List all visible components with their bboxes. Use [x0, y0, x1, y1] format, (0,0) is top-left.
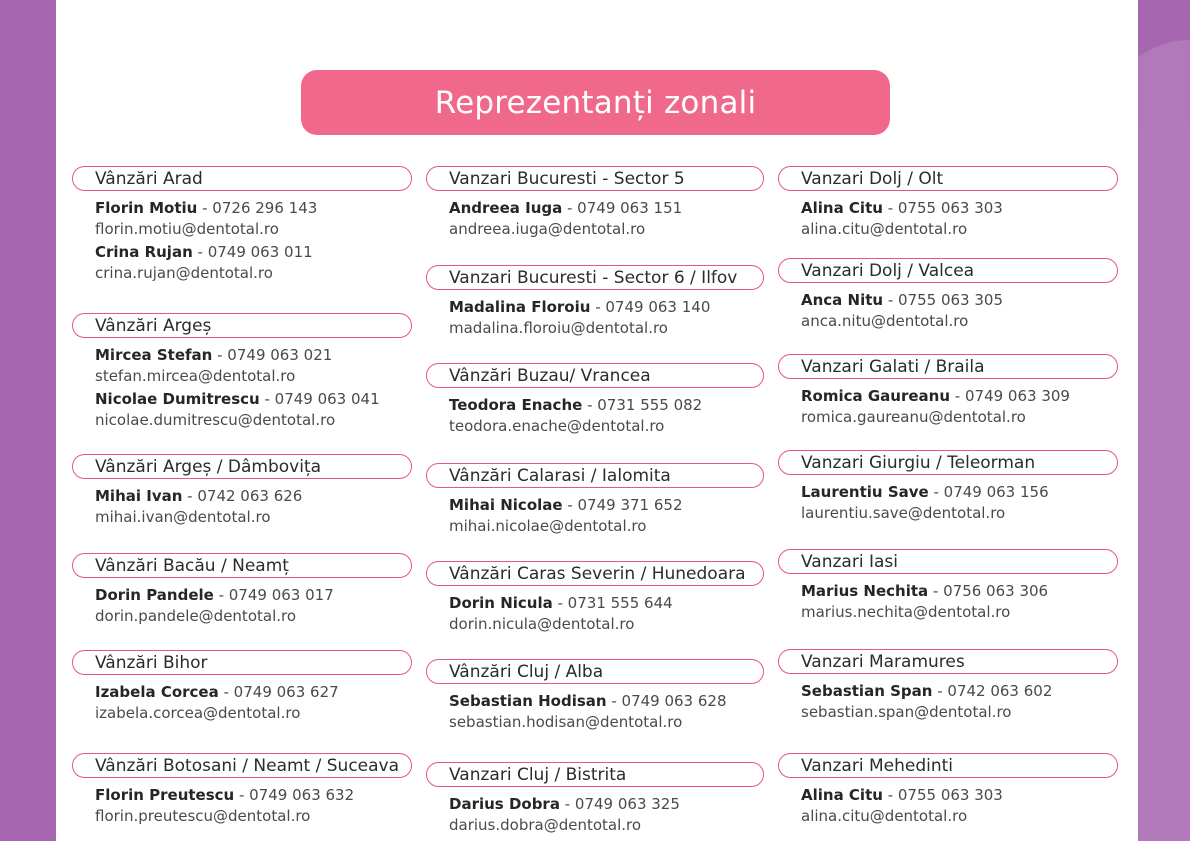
- contact-phone: - 0742 063 602: [932, 682, 1053, 700]
- contact-name: Sebastian Hodisan: [449, 692, 607, 710]
- contact-email: sebastian.hodisan@dentotal.ro: [449, 713, 683, 731]
- contact-name: Laurentiu Save: [801, 483, 929, 501]
- contact-email: nicolae.dumitrescu@dentotal.ro: [95, 411, 336, 429]
- contact-entry: [95, 345, 332, 387]
- contact-name: Florin Motiu: [95, 199, 198, 217]
- contact-name: Izabela Corcea: [95, 683, 219, 701]
- contact-name: Mihai Ivan: [95, 487, 183, 505]
- contact-name: Teodora Enache: [449, 396, 583, 414]
- contact-entry: [95, 198, 317, 240]
- contact-email: crina.rujan@dentotal.ro: [95, 264, 273, 282]
- contact-phone: - 0755 063 303: [882, 786, 1003, 804]
- contact-entry: [95, 242, 313, 284]
- contact-entry: [801, 386, 1070, 428]
- contact-phone: - 0756 063 306: [928, 582, 1049, 600]
- contact-phone: - 0726 296 143: [197, 199, 318, 217]
- region-title: Vânzări Arad: [95, 168, 203, 189]
- contact-entry: [801, 785, 1003, 827]
- region-title: Vanzari Cluj / Bistrita: [449, 764, 627, 785]
- contact-phone: - 0749 063 309: [950, 387, 1070, 405]
- region-header: [778, 166, 1118, 191]
- contact-email: darius.dobra@dentotal.ro: [449, 816, 642, 834]
- contact-name: Alina Citu: [801, 786, 883, 804]
- contact-entry: [801, 198, 1003, 240]
- contact-name: Madalina Floroiu: [449, 298, 591, 316]
- contact-name: Florin Preutescu: [95, 786, 235, 804]
- contact-entry: [801, 581, 1048, 623]
- contact-name: Andreea Iuga: [449, 199, 563, 217]
- contact-entry: [95, 585, 334, 627]
- contact-name: Marius Nechita: [801, 582, 929, 600]
- region-title: Vanzari Bucuresti - Sector 6 / Ilfov: [449, 267, 738, 288]
- contact-email: alina.citu@dentotal.ro: [801, 220, 968, 238]
- contact-email: izabela.corcea@dentotal.ro: [95, 704, 301, 722]
- region-header: [72, 313, 412, 338]
- region-title: Vânzări Argeș / Dâmbovița: [95, 456, 322, 477]
- contact-phone: - 0749 063 017: [213, 586, 334, 604]
- region-header: [72, 753, 412, 778]
- region-header: [778, 649, 1118, 674]
- contact-phone: - 0749 063 011: [192, 243, 313, 261]
- contact-phone: - 0749 063 151: [562, 199, 683, 217]
- contact-phone: - 0731 555 082: [582, 396, 703, 414]
- region-title: Vânzări Argeș: [95, 315, 212, 336]
- contact-email: dorin.pandele@dentotal.ro: [95, 607, 297, 625]
- contact-name: Alina Citu: [801, 199, 883, 217]
- contact-email: mihai.nicolae@dentotal.ro: [449, 517, 647, 535]
- contact-entry: [801, 681, 1052, 723]
- region-title: Vanzari Maramures: [801, 651, 965, 672]
- region-header: [426, 659, 764, 684]
- contact-email: sebastian.span@dentotal.ro: [801, 703, 1012, 721]
- contact-entry: [801, 482, 1049, 524]
- contact-name: Dorin Pandele: [95, 586, 214, 604]
- contact-name: Darius Dobra: [449, 795, 560, 813]
- contact-entry: [449, 395, 702, 437]
- region-header: [426, 363, 764, 388]
- contact-entry: [449, 691, 727, 733]
- region-header: [778, 258, 1118, 283]
- region-title: Vanzari Dolj / Valcea: [801, 260, 975, 281]
- contact-entry: [95, 486, 302, 528]
- contact-name: Mihai Nicolae: [449, 496, 563, 514]
- contact-email: marius.nechita@dentotal.ro: [801, 603, 1011, 621]
- contact-phone: - 0755 063 303: [882, 199, 1003, 217]
- contact-email: florin.preutescu@dentotal.ro: [95, 807, 311, 825]
- region-title: Vanzari Giurgiu / Teleorman: [801, 452, 1036, 473]
- region-title: Vanzari Dolj / Olt: [801, 168, 944, 189]
- contact-phone: - 0749 371 652: [562, 496, 683, 514]
- contact-phone: - 0749 063 627: [218, 683, 339, 701]
- contact-name: Anca Nitu: [801, 291, 884, 309]
- region-title: Vânzări Bacău / Neamț: [95, 555, 289, 576]
- contact-email: stefan.mircea@dentotal.ro: [95, 367, 296, 385]
- region-title: Vânzări Bihor: [95, 652, 208, 673]
- contact-phone: - 0749 063 628: [606, 692, 727, 710]
- region-header: [778, 354, 1118, 379]
- page-title: Reprezentanți zonali: [434, 84, 757, 121]
- contact-email: mihai.ivan@dentotal.ro: [95, 508, 271, 526]
- region-title: Vânzări Calarasi / Ialomita: [449, 465, 671, 486]
- contact-entry: [449, 495, 682, 537]
- contact-phone: - 0749 063 325: [559, 795, 680, 813]
- region-header: [72, 650, 412, 675]
- contact-email: laurentiu.save@dentotal.ro: [801, 504, 1006, 522]
- contact-name: Nicolae Dumitrescu: [95, 390, 260, 408]
- region-title: Vânzări Cluj / Alba: [449, 661, 604, 682]
- title-banner: [301, 70, 890, 135]
- contact-entry: [95, 682, 339, 724]
- contact-phone: - 0755 063 305: [883, 291, 1003, 309]
- region-header: [72, 553, 412, 578]
- contact-entry: [449, 794, 680, 836]
- region-header: [778, 753, 1118, 778]
- contact-entry: [449, 593, 673, 635]
- region-title: Vanzari Bucuresti - Sector 5: [449, 168, 685, 189]
- contact-email: madalina.floroiu@dentotal.ro: [449, 319, 668, 337]
- contact-name: Dorin Nicula: [449, 594, 553, 612]
- region-title: Vanzari Iasi: [801, 551, 898, 572]
- region-header: [426, 463, 764, 488]
- contact-phone: - 0742 063 626: [182, 487, 303, 505]
- region-header: [72, 454, 412, 479]
- contact-entry: [95, 389, 380, 431]
- contact-email: anca.nitu@dentotal.ro: [801, 312, 969, 330]
- contact-name: Mircea Stefan: [95, 346, 213, 364]
- region-header: [426, 762, 764, 787]
- contact-phone: - 0731 555 644: [552, 594, 673, 612]
- contact-phone: - 0749 063 041: [259, 390, 380, 408]
- region-title: Vânzări Caras Severin / Hunedoara: [449, 563, 746, 584]
- contact-phone: - 0749 063 140: [590, 298, 711, 316]
- contact-email: dorin.nicula@dentotal.ro: [449, 615, 635, 633]
- contact-email: romica.gaureanu@dentotal.ro: [801, 408, 1026, 426]
- contact-entry: [449, 198, 682, 240]
- contact-entry: [801, 290, 1003, 332]
- contact-email: teodora.enache@dentotal.ro: [449, 417, 665, 435]
- contact-email: andreea.iuga@dentotal.ro: [449, 220, 646, 238]
- contact-phone: - 0749 063 156: [928, 483, 1049, 501]
- region-header: [778, 549, 1118, 574]
- region-header: [778, 450, 1118, 475]
- contact-entry: [449, 297, 710, 339]
- region-header: [426, 265, 764, 290]
- region-header: [426, 166, 764, 191]
- contact-email: florin.motiu@dentotal.ro: [95, 220, 279, 238]
- region-title: Vânzări Buzau/ Vrancea: [449, 365, 651, 386]
- region-title: Vanzari Mehedinti: [801, 755, 953, 776]
- contact-name: Romica Gaureanu: [801, 387, 951, 405]
- contact-name: Crina Rujan: [95, 243, 193, 261]
- region-title: Vânzări Botosani / Neamt / Suceava: [95, 755, 400, 776]
- contact-phone: - 0749 063 021: [212, 346, 333, 364]
- contact-phone: - 0749 063 632: [234, 786, 355, 804]
- contact-entry: [95, 785, 354, 827]
- contact-email: alina.citu@dentotal.ro: [801, 807, 968, 825]
- region-header: [72, 166, 412, 191]
- region-header: [426, 561, 764, 586]
- contact-name: Sebastian Span: [801, 682, 933, 700]
- region-title: Vanzari Galati / Braila: [801, 356, 985, 377]
